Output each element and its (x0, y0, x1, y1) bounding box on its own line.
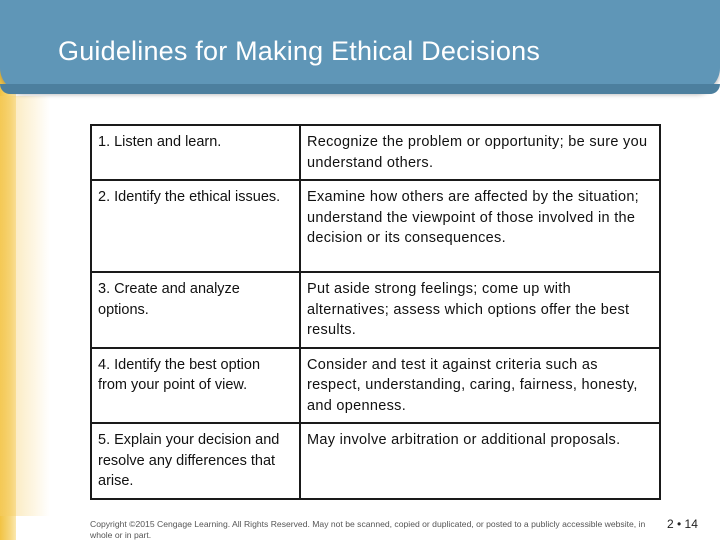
description-cell: Put aside strong feelings; come up with alternatives; assess which options offer the best results. (300, 272, 660, 348)
table-row (91, 125, 660, 180)
description-cell: Recognize the problem or opportunity; be sure you understand others. (300, 125, 660, 180)
page-number: 2 • 14 (667, 517, 698, 531)
left-accent-glow (0, 96, 50, 516)
title-bar-edge (0, 84, 720, 94)
table-row (91, 423, 660, 499)
description-cell: Examine how others are affected by the situation; understand the viewpoint of those involved in the decision or its consequences. (300, 180, 660, 272)
copyright-footer: Copyright ©2015 Cengage Learning. All Rights Reserved. May not be scanned, copied or duplicated, or posted to a publicly accessible website, in whole or in part. (90, 519, 646, 540)
table-row (91, 272, 660, 348)
table-row (91, 348, 660, 424)
table-row (91, 180, 660, 272)
description-cell: May involve arbitration or additional proposals. (300, 423, 660, 499)
description-cell: Consider and test it against criteria such as respect, understanding, caring, fairness, honesty, and openness. (300, 348, 660, 424)
step-cell: 3. Create and analyze options. (91, 272, 300, 348)
step-cell: 2. Identify the ethical issues. (91, 180, 300, 272)
step-cell: 5. Explain your decision and resolve any differences that arise. (91, 423, 300, 499)
guidelines-table (90, 124, 661, 500)
slide-title: Guidelines for Making Ethical Decisions (58, 36, 541, 66)
step-cell: 1. Listen and learn. (91, 125, 300, 180)
step-cell: 4. Identify the best option from your point of view. (91, 348, 300, 424)
